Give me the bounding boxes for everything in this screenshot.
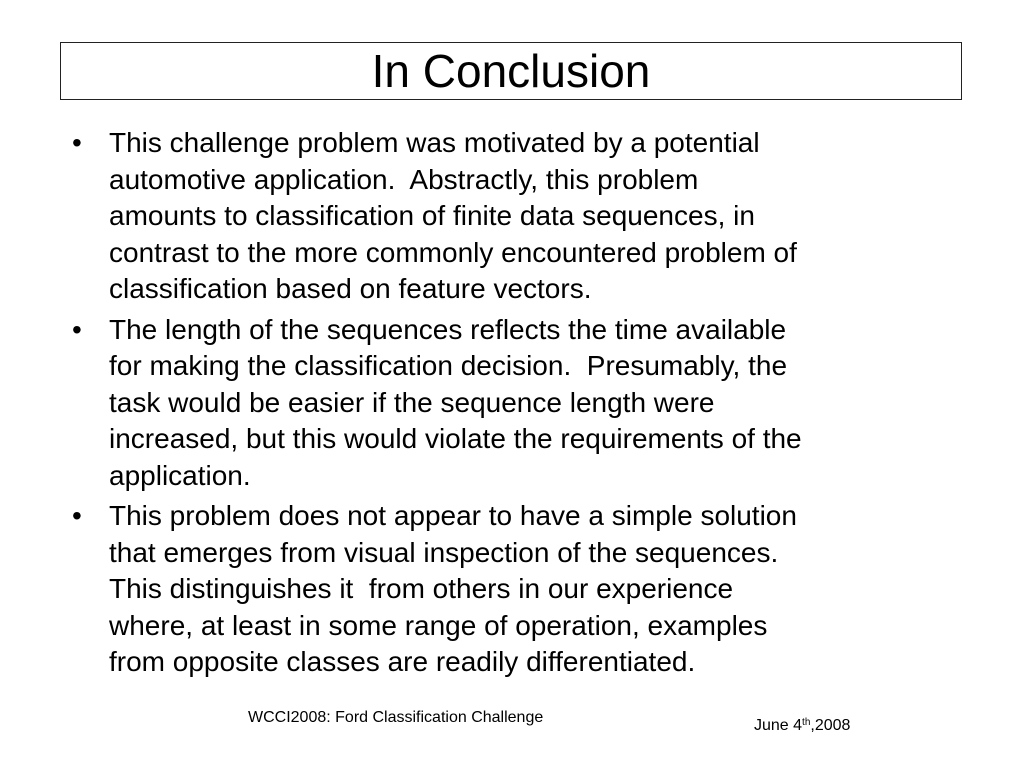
footer-date — [754, 716, 850, 736]
bullet-line: contrast to the more commonly encountered problem of — [109, 236, 797, 268]
footer-date-prefix: June 4 — [754, 717, 803, 734]
bullet-list — [72, 125, 972, 685]
bullet-mark: • — [72, 127, 82, 158]
bullet-line: task would be easier if the sequence length were — [109, 386, 715, 418]
bullet-mark: • — [72, 313, 82, 345]
bullet-line: The length of the sequences reflects the time available — [109, 313, 787, 345]
bullet-line: This problem does not appear to have a simple solution — [109, 500, 797, 531]
bullet-line: increased, but this would violate the requirements of the — [109, 423, 802, 454]
bullet-line: automotive application. Abstractly, this problem — [109, 163, 699, 195]
footer-date-superscript: th — [802, 717, 811, 728]
bullet-line: where, at least in some range of operation, examples — [109, 609, 768, 641]
bullet-line: that emerges from visual inspection of the sequences. — [109, 536, 779, 568]
bullet-mark: • — [72, 500, 82, 531]
bullet-line: application. — [109, 459, 251, 491]
title-box — [60, 42, 962, 100]
footer-title: WCCI2008: Ford Classification Challenge — [248, 709, 544, 726]
bullet-item — [72, 125, 972, 308]
bullet-item — [72, 498, 972, 681]
bullet-line: This distinguishes it from others in our experience — [109, 573, 734, 604]
bullet-line: amounts to classification of finite data sequences, in — [109, 200, 755, 231]
slide-title: In Conclusion — [371, 45, 651, 97]
bullet-line: from opposite classes are readily differentiated. — [109, 646, 696, 677]
bullet-line: for making the classification decision. Presumably, the — [109, 350, 788, 381]
bullet-line: This challenge problem was motivated by a potential — [109, 127, 760, 158]
footer-date-suffix: ,2008 — [810, 717, 851, 734]
bullet-item — [72, 312, 972, 495]
bullet-line: classification based on feature vectors. — [109, 273, 592, 304]
